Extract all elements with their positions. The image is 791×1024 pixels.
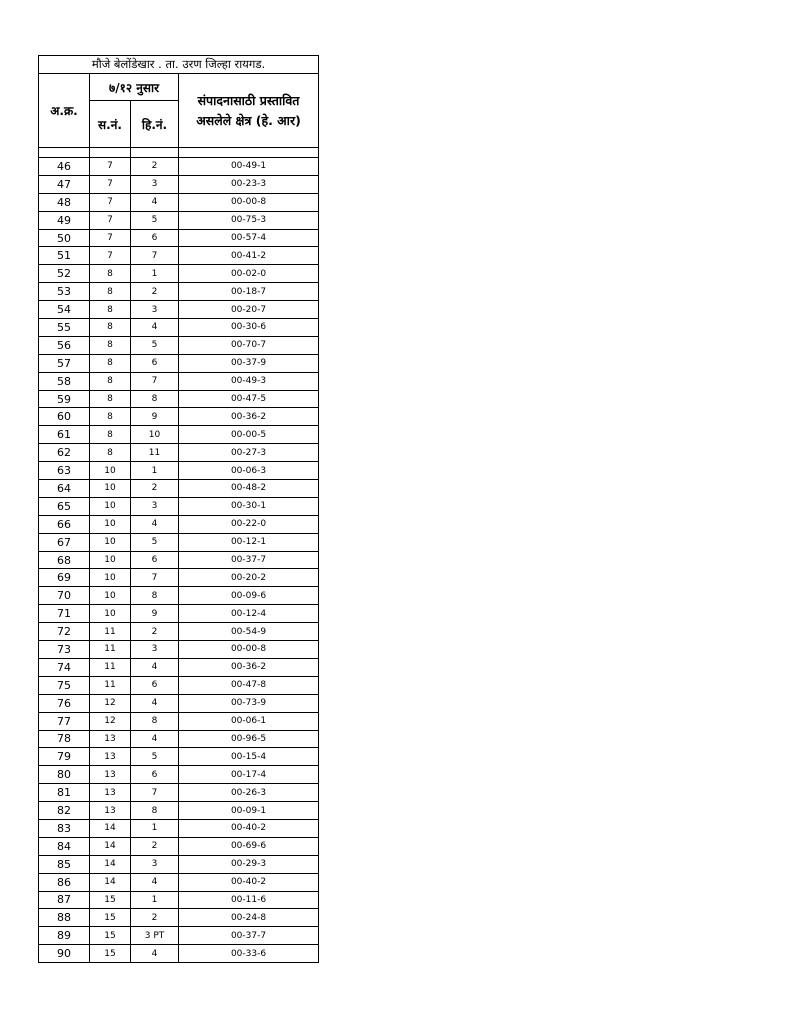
table-row <box>39 748 319 766</box>
cell-hissa-no: 9 <box>131 605 179 623</box>
cell-survey-no: 12 <box>90 694 131 712</box>
cell-serial: 57 <box>39 354 90 372</box>
cell-area: 00-27-3 <box>179 444 319 462</box>
cell-survey-no: 10 <box>90 515 131 533</box>
cell-survey-no: 13 <box>90 766 131 784</box>
cell-survey-no: 14 <box>90 837 131 855</box>
cell-area: 00-12-4 <box>179 605 319 623</box>
table-row <box>39 658 319 676</box>
cell-survey-no: 8 <box>90 283 131 301</box>
table-row <box>39 623 319 641</box>
cell-serial: 75 <box>39 676 90 694</box>
table-row <box>39 551 319 569</box>
cell-hissa-no: 4 <box>131 193 179 211</box>
cell-hissa-no: 7 <box>131 784 179 802</box>
cell-survey-no: 10 <box>90 551 131 569</box>
cell-serial: 49 <box>39 211 90 229</box>
cell-hissa-no: 3 PT <box>131 927 179 945</box>
cell-serial: 78 <box>39 730 90 748</box>
cell-serial: 70 <box>39 587 90 605</box>
cell-serial: 66 <box>39 515 90 533</box>
cell-serial: 69 <box>39 569 90 587</box>
cell-serial: 82 <box>39 802 90 820</box>
cell-survey-no: 8 <box>90 408 131 426</box>
table-row <box>39 927 319 945</box>
cell-area: 00-06-1 <box>179 712 319 730</box>
cell-hissa-no: 7 <box>131 569 179 587</box>
cell-serial: 64 <box>39 480 90 498</box>
table-row <box>39 444 319 462</box>
cell-serial: 53 <box>39 283 90 301</box>
cell-serial: 68 <box>39 551 90 569</box>
cell-survey-no: 12 <box>90 712 131 730</box>
table-row <box>39 336 319 354</box>
land-table <box>38 55 319 963</box>
land-acquisition-sheet <box>38 55 318 963</box>
cell-hissa-no: 5 <box>131 533 179 551</box>
cell-hissa-no: 10 <box>131 426 179 444</box>
cell-survey-no: 8 <box>90 301 131 319</box>
cell-hissa-no: 7 <box>131 372 179 390</box>
cell-survey-no: 13 <box>90 730 131 748</box>
cell-survey-no: 7 <box>90 158 131 176</box>
cell-area: 00-75-3 <box>179 211 319 229</box>
cell-area: 00-49-3 <box>179 372 319 390</box>
cell-area: 00-73-9 <box>179 694 319 712</box>
cell-area: 00-24-8 <box>179 909 319 927</box>
col-header-survey-no: स.नं. <box>90 101 131 148</box>
table-row <box>39 408 319 426</box>
cell-serial: 81 <box>39 784 90 802</box>
table-row <box>39 730 319 748</box>
cell-area: 00-40-2 <box>179 819 319 837</box>
cell-survey-no: 15 <box>90 945 131 963</box>
cell-area: 00-17-4 <box>179 766 319 784</box>
cell-survey-no: 8 <box>90 372 131 390</box>
cell-serial: 65 <box>39 497 90 515</box>
cell-area: 00-37-7 <box>179 551 319 569</box>
cell-area: 00-00-5 <box>179 426 319 444</box>
table-row <box>39 676 319 694</box>
cell-serial: 87 <box>39 891 90 909</box>
cell-survey-no: 14 <box>90 819 131 837</box>
cell-area: 00-22-0 <box>179 515 319 533</box>
table-row <box>39 211 319 229</box>
cell-hissa-no: 1 <box>131 462 179 480</box>
cell-area: 00-02-0 <box>179 265 319 283</box>
cell-area: 00-33-6 <box>179 945 319 963</box>
table-row <box>39 515 319 533</box>
cell-area: 00-29-3 <box>179 855 319 873</box>
cell-serial: 88 <box>39 909 90 927</box>
cell-hissa-no: 3 <box>131 497 179 515</box>
cell-area: 00-00-8 <box>179 193 319 211</box>
cell-area: 00-12-1 <box>179 533 319 551</box>
cell-hissa-no: 3 <box>131 855 179 873</box>
cell-survey-no: 14 <box>90 873 131 891</box>
cell-serial: 62 <box>39 444 90 462</box>
cell-hissa-no: 11 <box>131 444 179 462</box>
cell-survey-no: 11 <box>90 623 131 641</box>
cell-hissa-no: 4 <box>131 319 179 337</box>
cell-serial: 50 <box>39 229 90 247</box>
cell-area: 00-15-4 <box>179 748 319 766</box>
cell-serial: 90 <box>39 945 90 963</box>
cell-hissa-no: 2 <box>131 909 179 927</box>
cell-survey-no: 10 <box>90 533 131 551</box>
cell-survey-no: 10 <box>90 569 131 587</box>
cell-survey-no: 10 <box>90 587 131 605</box>
cell-area: 00-40-2 <box>179 873 319 891</box>
cell-area: 00-30-6 <box>179 319 319 337</box>
cell-serial: 55 <box>39 319 90 337</box>
cell-hissa-no: 1 <box>131 265 179 283</box>
cell-survey-no: 15 <box>90 927 131 945</box>
cell-survey-no: 8 <box>90 444 131 462</box>
table-row <box>39 712 319 730</box>
cell-area: 00-09-1 <box>179 802 319 820</box>
cell-serial: 48 <box>39 193 90 211</box>
table-row <box>39 480 319 498</box>
table-row <box>39 891 319 909</box>
col-header-area <box>179 74 319 148</box>
cell-hissa-no: 6 <box>131 354 179 372</box>
table-row <box>39 802 319 820</box>
cell-survey-no: 7 <box>90 211 131 229</box>
cell-area: 00-18-7 <box>179 283 319 301</box>
table-row <box>39 354 319 372</box>
cell-serial: 71 <box>39 605 90 623</box>
cell-survey-no: 7 <box>90 247 131 265</box>
cell-hissa-no: 3 <box>131 641 179 659</box>
cell-survey-no: 8 <box>90 319 131 337</box>
cell-hissa-no: 6 <box>131 551 179 569</box>
col-header-hissa-no: हि.नं. <box>131 101 179 148</box>
cell-survey-no: 13 <box>90 802 131 820</box>
cell-serial: 56 <box>39 336 90 354</box>
cell-hissa-no: 4 <box>131 873 179 891</box>
cell-serial: 59 <box>39 390 90 408</box>
table-row <box>39 158 319 176</box>
cell-serial: 61 <box>39 426 90 444</box>
table-row <box>39 533 319 551</box>
table-row <box>39 426 319 444</box>
cell-hissa-no: 4 <box>131 730 179 748</box>
cell-survey-no: 11 <box>90 676 131 694</box>
cell-survey-no: 7 <box>90 175 131 193</box>
cell-area: 00-36-2 <box>179 658 319 676</box>
cell-serial: 77 <box>39 712 90 730</box>
cell-area: 00-30-1 <box>179 497 319 515</box>
cell-serial: 47 <box>39 175 90 193</box>
cell-hissa-no: 5 <box>131 748 179 766</box>
cell-hissa-no: 6 <box>131 766 179 784</box>
cell-area: 00-26-3 <box>179 784 319 802</box>
cell-hissa-no: 3 <box>131 175 179 193</box>
table-row <box>39 855 319 873</box>
cell-hissa-no: 2 <box>131 158 179 176</box>
cell-hissa-no: 2 <box>131 623 179 641</box>
cell-hissa-no: 4 <box>131 945 179 963</box>
cell-hissa-no: 4 <box>131 658 179 676</box>
cell-survey-no: 10 <box>90 480 131 498</box>
table-row <box>39 462 319 480</box>
cell-area: 00-00-8 <box>179 641 319 659</box>
cell-serial: 46 <box>39 158 90 176</box>
table-row <box>39 837 319 855</box>
cell-hissa-no: 5 <box>131 211 179 229</box>
table-row <box>39 909 319 927</box>
cell-serial: 63 <box>39 462 90 480</box>
cell-hissa-no: 6 <box>131 676 179 694</box>
table-row <box>39 945 319 963</box>
cell-survey-no: 8 <box>90 336 131 354</box>
cell-serial: 80 <box>39 766 90 784</box>
cell-survey-no: 7 <box>90 229 131 247</box>
table-row <box>39 175 319 193</box>
col-header-area-line2: असलेले क्षेत्र (हे. आर) <box>196 112 301 128</box>
cell-hissa-no: 2 <box>131 837 179 855</box>
cell-serial: 67 <box>39 533 90 551</box>
cell-area: 00-48-2 <box>179 480 319 498</box>
col-header-area-line1: संपादनासाठी प्रस्तावित <box>197 92 300 108</box>
table-row <box>39 766 319 784</box>
cell-area: 00-37-9 <box>179 354 319 372</box>
cell-survey-no: 13 <box>90 748 131 766</box>
cell-area: 00-23-3 <box>179 175 319 193</box>
cell-area: 00-70-7 <box>179 336 319 354</box>
cell-area: 00-06-3 <box>179 462 319 480</box>
cell-area: 00-96-5 <box>179 730 319 748</box>
cell-area: 00-69-6 <box>179 837 319 855</box>
cell-area: 00-11-6 <box>179 891 319 909</box>
table-row <box>39 247 319 265</box>
cell-serial: 85 <box>39 855 90 873</box>
table-row <box>39 372 319 390</box>
cell-survey-no: 15 <box>90 909 131 927</box>
cell-hissa-no: 4 <box>131 694 179 712</box>
cell-area: 00-20-7 <box>179 301 319 319</box>
cell-area: 00-37-7 <box>179 927 319 945</box>
cell-hissa-no: 2 <box>131 283 179 301</box>
cell-hissa-no: 8 <box>131 802 179 820</box>
cell-survey-no: 8 <box>90 390 131 408</box>
cell-hissa-no: 8 <box>131 587 179 605</box>
table-row <box>39 641 319 659</box>
cell-survey-no: 13 <box>90 784 131 802</box>
col-header-serial: अ.क्र. <box>39 74 90 148</box>
cell-area: 00-41-2 <box>179 247 319 265</box>
cell-serial: 52 <box>39 265 90 283</box>
cell-serial: 60 <box>39 408 90 426</box>
table-title: मौजे बेलोंडेखार . ता. उरण जिल्हा रायगड. <box>39 56 319 74</box>
cell-serial: 79 <box>39 748 90 766</box>
cell-survey-no: 10 <box>90 497 131 515</box>
cell-hissa-no: 1 <box>131 819 179 837</box>
cell-area: 00-20-2 <box>179 569 319 587</box>
table-row <box>39 873 319 891</box>
cell-survey-no: 8 <box>90 265 131 283</box>
cell-hissa-no: 7 <box>131 247 179 265</box>
table-row <box>39 497 319 515</box>
cell-hissa-no: 1 <box>131 891 179 909</box>
cell-area: 00-09-6 <box>179 587 319 605</box>
cell-survey-no: 8 <box>90 354 131 372</box>
cell-area: 00-47-8 <box>179 676 319 694</box>
cell-survey-no: 7 <box>90 193 131 211</box>
cell-hissa-no: 8 <box>131 390 179 408</box>
cell-hissa-no: 3 <box>131 301 179 319</box>
table-row <box>39 569 319 587</box>
cell-survey-no: 11 <box>90 641 131 659</box>
cell-area: 00-54-9 <box>179 623 319 641</box>
table-row <box>39 319 319 337</box>
cell-serial: 86 <box>39 873 90 891</box>
cell-survey-no: 15 <box>90 891 131 909</box>
cell-hissa-no: 2 <box>131 480 179 498</box>
table-row <box>39 694 319 712</box>
cell-survey-no: 10 <box>90 462 131 480</box>
cell-hissa-no: 5 <box>131 336 179 354</box>
cell-hissa-no: 8 <box>131 712 179 730</box>
cell-serial: 83 <box>39 819 90 837</box>
table-row <box>39 587 319 605</box>
cell-hissa-no: 6 <box>131 229 179 247</box>
cell-area: 00-57-4 <box>179 229 319 247</box>
cell-area: 00-36-2 <box>179 408 319 426</box>
cell-serial: 51 <box>39 247 90 265</box>
cell-area: 00-49-1 <box>179 158 319 176</box>
cell-hissa-no: 9 <box>131 408 179 426</box>
cell-survey-no: 14 <box>90 855 131 873</box>
table-row <box>39 229 319 247</box>
header-spacer-row <box>39 148 319 158</box>
cell-area: 00-47-5 <box>179 390 319 408</box>
cell-survey-no: 10 <box>90 605 131 623</box>
cell-serial: 54 <box>39 301 90 319</box>
table-row <box>39 301 319 319</box>
cell-serial: 72 <box>39 623 90 641</box>
col-header-group-712: ७/१२ नुसार <box>90 74 179 101</box>
cell-serial: 73 <box>39 641 90 659</box>
table-row <box>39 193 319 211</box>
table-row <box>39 390 319 408</box>
table-body <box>39 158 319 963</box>
table-row <box>39 605 319 623</box>
table-row <box>39 819 319 837</box>
cell-serial: 58 <box>39 372 90 390</box>
cell-serial: 74 <box>39 658 90 676</box>
cell-serial: 76 <box>39 694 90 712</box>
table-row <box>39 265 319 283</box>
table-row <box>39 784 319 802</box>
cell-survey-no: 8 <box>90 426 131 444</box>
cell-serial: 89 <box>39 927 90 945</box>
cell-serial: 84 <box>39 837 90 855</box>
table-row <box>39 283 319 301</box>
cell-survey-no: 11 <box>90 658 131 676</box>
cell-hissa-no: 4 <box>131 515 179 533</box>
